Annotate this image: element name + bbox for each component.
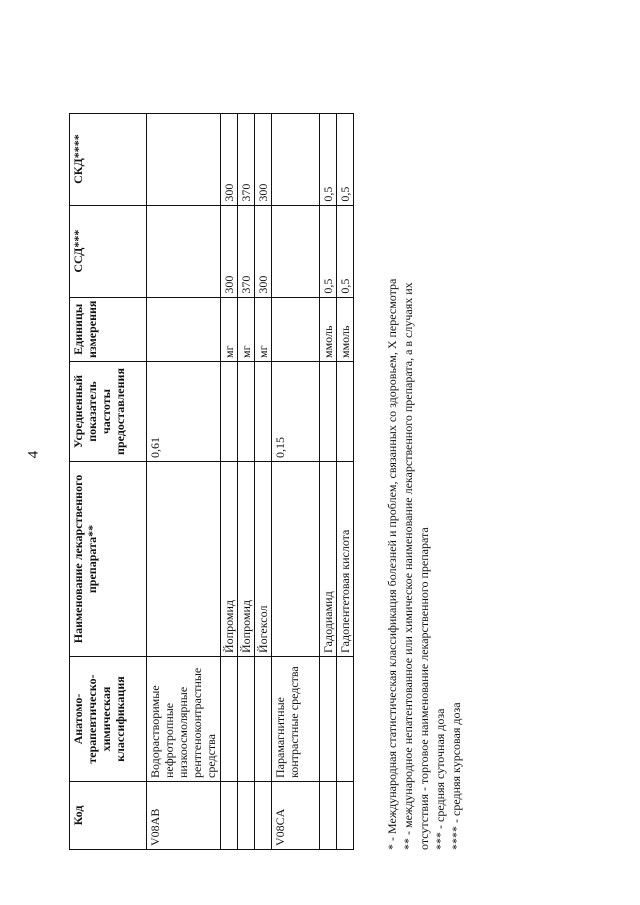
table-row [272,113,320,849]
drug-skd: 300 [255,113,272,205]
drug-name: Йогексол [255,462,272,657]
group-atc: Водорастворимые нефротропные низкоосмолярные рентгеноконтрастные средства [147,657,221,782]
page-number: 4 [25,450,42,459]
header-drug-name: Наименование лекарственного препарата** [70,462,147,657]
footnote: * - Международная статистическая классификация болезней и проблем, связанных со здоровьем, X пересмотра [385,278,399,850]
group-unit-empty [272,297,320,361]
drug-name: Гадопентетовая кислота [337,462,354,657]
drug-unit: мг [255,297,272,361]
drug-ssd: 300 [221,205,238,297]
drug-unit: мг [238,297,255,361]
footnote: ** - международное непатентованное или химическое наименование лекарственного препарата, а в случаях их [401,282,415,850]
drug-table [69,113,354,850]
table-row [255,113,272,849]
header-unit: Единицы измерения [70,297,147,361]
rotated-page-content [69,50,519,850]
header-atc: Анатомо-терапевтическо-химическая классификация [70,657,147,782]
drug-name: Гадодиамид [320,462,337,657]
drug-skd: 0,5 [320,113,337,205]
footnote: отсутствия - торговое наименование лекарственного препарата [417,527,431,850]
footnotes [384,60,464,850]
table-row [320,113,337,849]
group-unit-empty [147,297,221,361]
footnote: **** - средняя курсовая доза [449,702,463,850]
header-skd: СКД**** [70,113,147,205]
footnote: *** - средняя суточная доза [433,708,447,850]
drug-ssd: 0,5 [320,205,337,297]
group-name-empty [272,462,320,657]
drug-name: Йопромид [238,462,255,657]
drug-ssd: 300 [255,205,272,297]
header-frequency: Усредненный показатель частоты предоставления [70,362,147,462]
table-row [147,113,221,849]
group-name-empty [147,462,221,657]
header-code: Код [70,782,147,850]
drug-unit: мг [221,297,238,361]
group-code: V08CA [272,782,320,850]
group-atc: Парамагнитные контрастные средства [272,657,320,782]
drug-unit: ммоль [337,297,354,361]
drug-unit: ммоль [320,297,337,361]
table-header-row [70,113,147,849]
drug-skd: 370 [238,113,255,205]
table-row [337,113,354,849]
group-skd-empty [147,113,221,205]
group-frequency: 0,61 [147,362,221,462]
group-frequency: 0,15 [272,362,320,462]
group-skd-empty [272,113,320,205]
table-row [238,113,255,849]
drug-skd: 300 [221,113,238,205]
group-ssd-empty [272,205,320,297]
group-code: V08AB [147,782,221,850]
drug-ssd: 370 [238,205,255,297]
drug-skd: 0,5 [337,113,354,205]
table-row [221,113,238,849]
group-ssd-empty [147,205,221,297]
header-ssd: ССД*** [70,205,147,297]
drug-ssd: 0,5 [337,205,354,297]
drug-name: Йопромид [221,462,238,657]
